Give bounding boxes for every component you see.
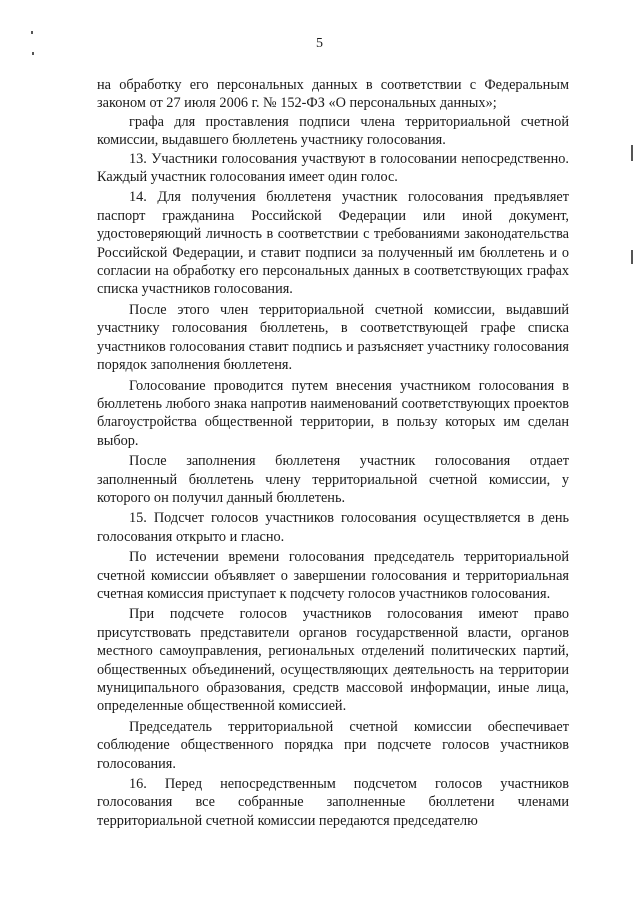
paragraph-11: Председатель территориальной счетной комиссии обеспечивает соблюдение общественного порядка при подсчете голосов участников голосования. (97, 718, 569, 772)
scan-mark-right-lower (631, 250, 633, 264)
page-number: 5 (316, 36, 323, 51)
document-body (97, 76, 569, 830)
paragraph-4: 14. Для получения бюллетеня участник голосования предъявляет паспорт гражданина Российской Федерации или иной документ, удостоверяющий личность в соответствии с требованиями законодательства Российской Федерации, и ставит подписи за полученный им бюллетень и о согласии на обработку его персональных данных в соответствующих графах списка участников голосования. (97, 189, 569, 298)
paragraph-7: После заполнения бюллетеня участник голосования отдает заполненный бюллетень члену территориальной счетной комиссии, у которого он получил данный бюллетень. (97, 453, 569, 506)
scan-mark-left-top (31, 31, 33, 34)
paragraph-10: При подсчете голосов участников голосования имеют право присутствовать представители органов государственной власти, органов местного самоуправления, региональных отделений политических партий, общественных объединений, осуществляющих деятельность на территории муниципального образования, средств массовой информации, иные лица, определенные общественной комиссией. (97, 606, 569, 715)
paragraph-5: После этого член территориальной счетной комиссии, выдавший участнику голосования бюллетень, в соответствующей графе списка участников голосования ставит подпись и разъясняет участнику голосования порядок заполнения бюллетеня. (97, 301, 569, 374)
paragraph-3: 13. Участники голосования участвуют в голосовании непосредственно. Каждый участник голосования имеет один голос. (97, 150, 569, 186)
paragraph-12: 16. Перед непосредственным подсчетом голосов участников голосования все собранные заполненные бюллетени членами территориальной счетной комиссии передаются председателю (97, 776, 569, 829)
scan-mark-left (32, 52, 34, 55)
paragraph-2: графа для проставления подписи члена территориальной счетной комиссии, выдавшего бюллетень участнику голосования. (97, 113, 569, 149)
paragraph-6: Голосование проводится путем внесения участником голосования в бюллетень любого знака напротив наименований соответствующих проектов благоустройства общественной территории, в пользу которых им сделан выбор. (97, 377, 569, 449)
scan-mark-right-upper (631, 145, 633, 161)
paragraph-9: По истечении времени голосования председатель территориальной счетной комиссии объявляет о завершении голосования и территориальная счетная комиссия приступает к подсчету голосов участников голосования. (97, 549, 569, 602)
paragraph-8: 15. Подсчет голосов участников голосования осуществляется в день голосования открыто и гласно. (97, 510, 569, 545)
paragraph-1: на обработку его персональных данных в соответствии с Федеральным законом от 27 июля 2006 г. № 152-ФЗ «О персональных данных»; (97, 77, 569, 112)
